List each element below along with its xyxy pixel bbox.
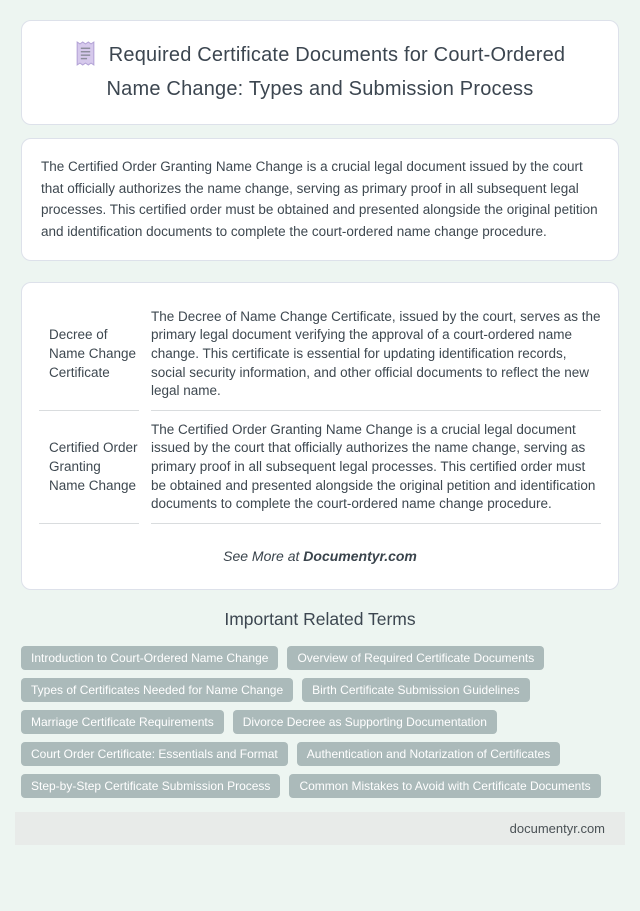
description-cell: The Certified Order Granting Name Change is a crucial legal document issued by the court that officially authorizes the name change, serving as primary proof in all subsequent legal processes. This certified order must be obtained and presented alongside the original petition and identification documents to complete the court-ordered name change procedure. — [151, 411, 601, 524]
related-term-tag[interactable]: Court Order Certificate: Essentials and Format — [21, 742, 288, 766]
term-cell: Certified Order Granting Name Change — [39, 411, 139, 524]
tag-row — [21, 678, 619, 702]
related-term-tag[interactable]: Overview of Required Certificate Documents — [287, 646, 544, 670]
see-more-line — [39, 548, 601, 564]
receipt-icon — [75, 41, 96, 75]
see-more-prefix: See More at — [223, 547, 300, 564]
footer-site-label: documentyr.com — [509, 820, 605, 836]
related-term-tag[interactable]: Marriage Certificate Requirements — [21, 710, 224, 734]
related-term-tag[interactable]: Step-by-Step Certificate Submission Process — [21, 774, 280, 798]
tag-row — [21, 742, 619, 766]
tag-row — [21, 646, 619, 670]
intro-text: The Certified Order Granting Name Change is a crucial legal document issued by the court that officially authorizes the name change, serving as primary proof in all subsequent legal processes. This certified order must be obtained and presented alongside the original petition and identification documents to complete the court-ordered name change procedure. — [41, 159, 598, 240]
definition-row — [39, 298, 601, 411]
related-term-tag[interactable]: Authentication and Notarization of Certificates — [297, 742, 560, 766]
related-term-tag[interactable]: Types of Certificates Needed for Name Change — [21, 678, 293, 702]
intro-card — [21, 138, 619, 261]
related-term-tag[interactable]: Birth Certificate Submission Guidelines — [302, 678, 529, 702]
title-card — [21, 20, 619, 125]
definitions-card — [21, 282, 619, 590]
related-term-tag[interactable]: Common Mistakes to Avoid with Certificate Documents — [289, 774, 600, 798]
description-cell: The Decree of Name Change Certificate, issued by the court, serves as the primary legal document verifying the approval of a court-ordered name change. This certificate is essential for updating identification records, social security information, and other official documents to reflect the new legal name. — [151, 298, 601, 411]
see-more-brand-link[interactable]: Documentyr.com — [303, 547, 417, 564]
related-term-tag[interactable]: Divorce Decree as Supporting Documentation — [233, 710, 497, 734]
definition-row — [39, 411, 601, 524]
tag-cloud — [21, 646, 619, 798]
tag-row — [21, 774, 619, 798]
related-term-tag[interactable]: Introduction to Court-Ordered Name Change — [21, 646, 278, 670]
footer-bar — [15, 812, 625, 845]
page-title — [48, 41, 592, 104]
term-cell: Decree of Name Change Certificate — [39, 298, 139, 411]
page-title-text: Required Certificate Documents for Court-Ordered Name Change: Types and Submission Process — [106, 44, 566, 100]
related-terms-heading: Important Related Terms — [224, 608, 416, 629]
tag-row — [21, 710, 619, 734]
